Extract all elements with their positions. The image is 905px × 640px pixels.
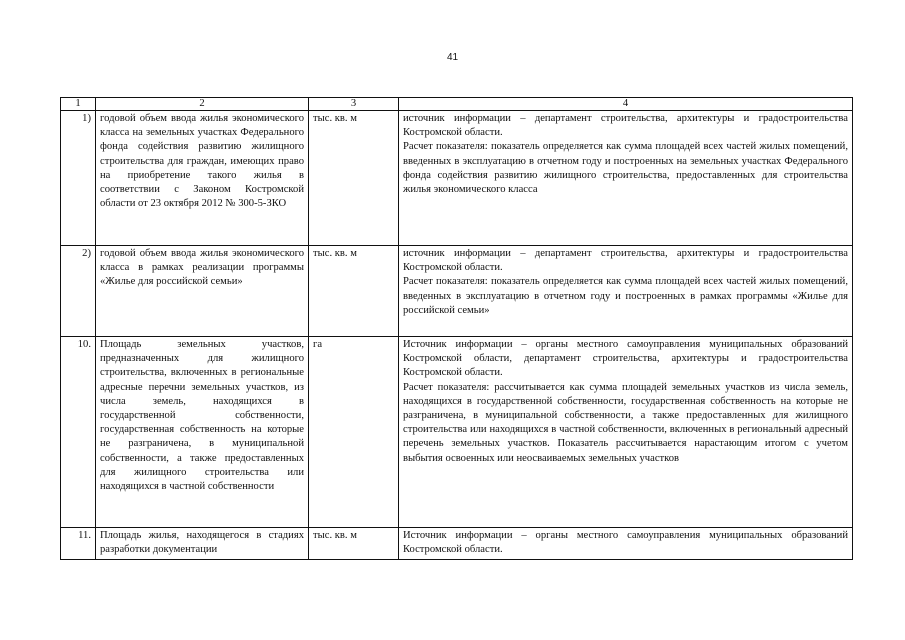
header-cell-4: 4 [399, 98, 853, 111]
information-source: источник информации – департамент строительства, архитектуры и градостроительства Костромской области. [403, 248, 848, 274]
table-row [61, 246, 853, 337]
indicator-description [399, 111, 853, 246]
unit-of-measure: тыс. кв. м [309, 111, 399, 246]
row-number: 10. [61, 337, 96, 528]
table-row [61, 337, 853, 528]
calculation-method: Расчет показателя: рассчитывается как сумма площадей земельных участков из числа земель, находящихся в государственной собственности, государственная собственность на которые не разграничена, в муниципальной собственности, а также предоставленных для жилищного строительства или находящихся в частной собственности, включенных в региональный адресный перечень земельных участков. Показатель рассчитывается нарастающим итогом с учетом выбытия освоенных или неосваиваемых земельных участков [403, 381, 848, 464]
table-row [61, 111, 853, 246]
information-source: Источник информации – органы местного самоуправления муниципальных образований Костромской области, департамент строительства, архитектуры и градостроительства Костромской области. [403, 339, 848, 379]
table-header-row [61, 98, 853, 111]
calculation-method: Расчет показателя: показатель определяется как сумма площадей всех частей жилых помещений, введенных в эксплуатацию в отчетном году и построенных в рамках программы «Жилье для российской семьи» [403, 276, 848, 316]
indicator-name: годовой объем ввода жилья экономического класса в рамках реализации программы «Жилье для российской семьи» [96, 246, 309, 337]
row-number: 11. [61, 528, 96, 560]
indicator-description [399, 528, 853, 560]
indicator-description [399, 246, 853, 337]
header-cell-3: 3 [309, 98, 399, 111]
row-number: 1) [61, 111, 96, 246]
indicator-name: годовой объем ввода жилья экономического класса на земельных участках Федерального фонда содействия развитию жилищного строительства для граждан, имеющих право на приобретение такого жилья в соответствии с Законом Костромской области от 23 октября 2012 № 300-5-ЗКО [96, 111, 309, 246]
page-number: 41 [446, 52, 459, 63]
indicator-description [399, 337, 853, 528]
table-row [61, 528, 853, 560]
information-source: Источник информации – органы местного самоуправления муниципальных образований Костромской области. [403, 530, 848, 556]
unit-of-measure: тыс. кв. м [309, 528, 399, 560]
indicator-name: Площадь земельных участков, предназначенных для жилищного строительства, включенных в региональные адресные перечни земельных участков, из числа земель, находящихся в государственной собственности, государственная собственность на которые не разграничена, в муниципальной собственности, а также предоставленных для жилищного строительства или находящихся в частной собственности [96, 337, 309, 528]
calculation-method: Расчет показателя: показатель определяется как сумма площадей всех частей жилых помещений, введенных в эксплуатацию в отчетном году и построенных на земельных участках Федерального фонда содействия развитию жилищного строительства, предоставленных для строительства жилья экономического класса [403, 141, 848, 196]
row-number: 2) [61, 246, 96, 337]
header-cell-2: 2 [96, 98, 309, 111]
header-cell-1: 1 [61, 98, 96, 111]
unit-of-measure: тыс. кв. м [309, 246, 399, 337]
information-source: источник информации – департамент строительства, архитектуры и градостроительства Костромской области. [403, 113, 848, 139]
unit-of-measure: га [309, 337, 399, 528]
indicator-name: Площадь жилья, находящегося в стадиях разработки документации [96, 528, 309, 560]
indicator-table [60, 97, 853, 560]
